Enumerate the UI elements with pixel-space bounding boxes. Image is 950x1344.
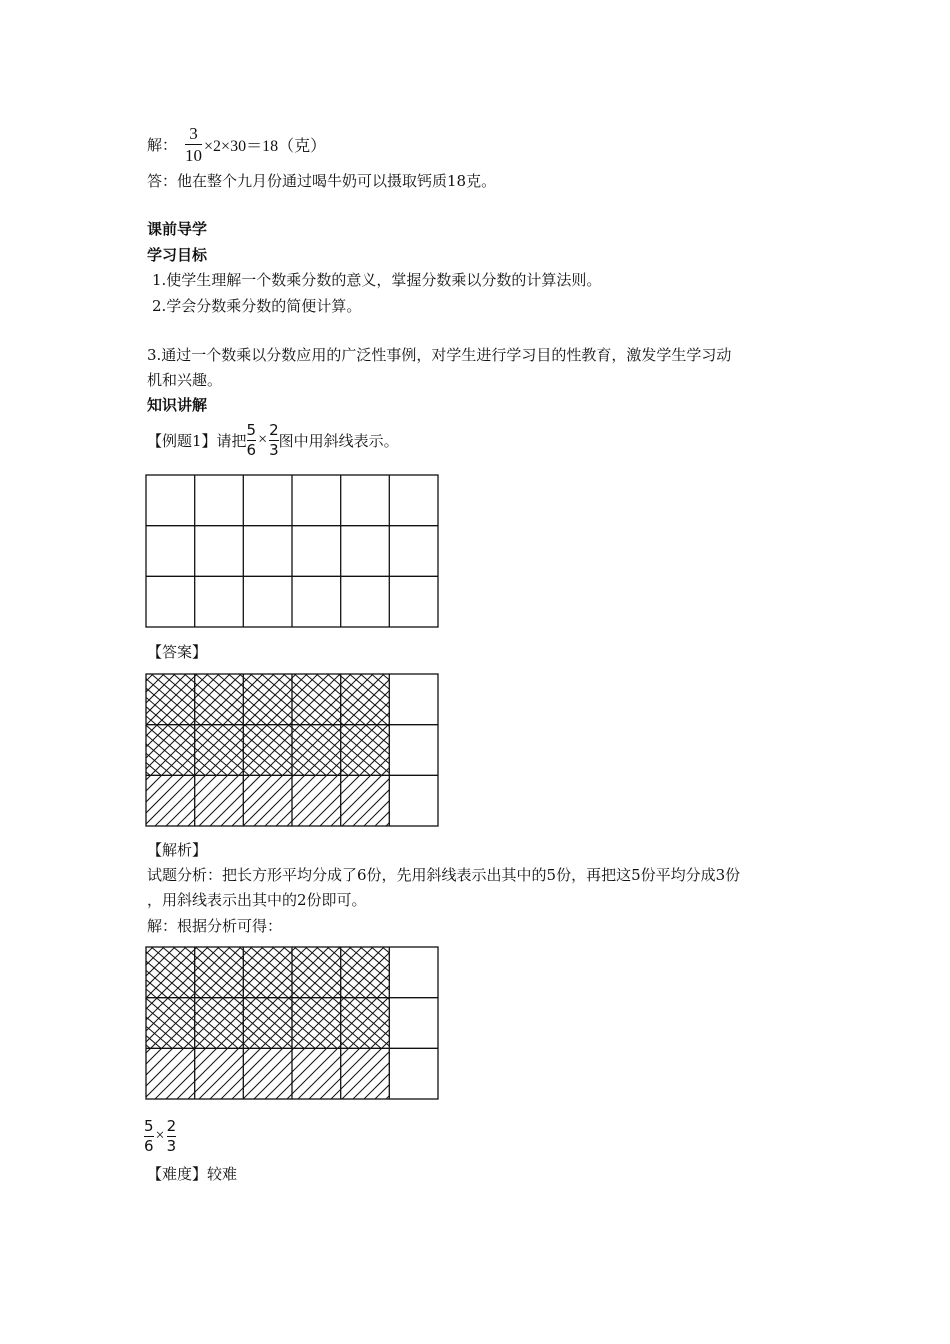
hatch-line — [281, 945, 411, 1055]
hatch-line — [402, 945, 440, 1055]
fraction-numerator: 3 — [189, 123, 198, 143]
answer-grid — [144, 672, 440, 828]
hatch-line — [144, 945, 268, 1055]
hatch-line — [391, 672, 440, 828]
hatch-line — [144, 945, 191, 1055]
hatch-line — [391, 945, 440, 1055]
objective-3-line-1: 3.通过一个数乘以分数应用的广泛性事例，对学生进行学习目的性教育，激发学生学习动 — [147, 346, 732, 364]
hatch-line — [358, 945, 440, 1055]
hatch-line — [259, 672, 419, 828]
solution-expression: ×2×30＝18（克） — [204, 137, 327, 155]
analysis-line-1: 试题分析：把长方形平均分成了6份，先用斜线表示出其中的5份，再把这5份平均分成3份 — [147, 866, 741, 884]
hatch-line — [144, 672, 265, 828]
result-fraction-1 — [144, 1116, 154, 1155]
solve-line: 解：根据分析可得： — [147, 917, 283, 935]
empty-grid — [144, 473, 440, 629]
fraction-numerator: 2 — [166, 1116, 177, 1135]
objective-item: 1.使学生理解一个数乘分数的意义，掌握分数乘以分数的计算法则。 — [152, 271, 602, 289]
result-expression — [144, 1113, 176, 1159]
hatch-line — [144, 672, 268, 782]
hatch-line — [303, 945, 440, 1101]
objectives-title: 学习目标 — [147, 246, 208, 264]
fraction-numerator: 5 — [144, 1116, 154, 1135]
solution-fraction — [185, 125, 202, 164]
result-fraction-2 — [166, 1116, 177, 1155]
hatch-line — [402, 672, 440, 782]
hatch-line — [391, 672, 440, 782]
example-fraction-2 — [269, 420, 279, 459]
solution-grid — [144, 945, 440, 1101]
hatch-line — [292, 672, 440, 828]
hatch-line — [358, 672, 440, 782]
analysis-line-2: ，用斜线表示出其中的2份即可。 — [147, 891, 367, 909]
analysis-label: 【解析】 — [147, 841, 208, 859]
hatch-line — [358, 672, 440, 828]
grid-lines — [146, 475, 438, 627]
hatch-line — [413, 672, 440, 782]
example-prefix: 【例题1】请把 — [147, 431, 247, 450]
hatch-line — [292, 945, 440, 1101]
hatch-line — [270, 672, 430, 828]
hatch-line — [281, 672, 411, 782]
hatch-line — [303, 945, 433, 1055]
knowledge-title: 知识讲解 — [147, 396, 208, 414]
answer-label: 【答案】 — [147, 643, 208, 661]
hatch-line — [402, 672, 440, 828]
fraction-denominator: 3 — [166, 1136, 177, 1155]
example-fraction-1 — [246, 420, 257, 459]
solution-line — [147, 122, 326, 166]
hatch-line — [270, 945, 430, 1101]
hatch-line — [292, 945, 422, 1055]
hatch-line — [144, 945, 199, 1101]
hatch-line — [391, 945, 440, 1101]
hatch-line — [144, 945, 177, 1101]
objective-3-line-2: 机和兴趣。 — [147, 371, 223, 389]
hatch-line — [303, 672, 440, 828]
hatch-line — [144, 672, 199, 828]
hatch-line — [347, 672, 440, 782]
fraction-numerator: 5 — [246, 420, 257, 439]
section-title: 课前导学 — [147, 220, 208, 238]
hatch-line — [413, 945, 440, 1101]
hatch-line — [347, 672, 440, 828]
hatch-line — [144, 672, 191, 782]
difficulty-label: 【难度】 — [147, 1165, 208, 1183]
solution-prefix: 解： — [147, 135, 178, 154]
times-sign: × — [155, 1127, 165, 1144]
fraction-denominator: 6 — [246, 440, 257, 459]
fraction-denominator: 3 — [269, 440, 279, 459]
hatch-line — [369, 672, 440, 828]
difficulty-line — [147, 1163, 237, 1184]
hatch-line — [259, 945, 419, 1101]
hatch-line — [314, 672, 440, 828]
hatch-line — [144, 945, 243, 1101]
times-sign: × — [258, 431, 268, 448]
hatch-line — [413, 672, 440, 828]
hatch-line — [292, 672, 422, 782]
answer-line: 答：他在整个九月份通过喝牛奶可以摄取钙质18克。 — [147, 172, 497, 190]
hatch-line — [347, 945, 440, 1055]
fraction-numerator: 2 — [269, 420, 279, 439]
example-suffix: 图中用斜线表示。 — [278, 431, 399, 450]
hatch-line — [413, 945, 440, 1055]
hatch-line — [358, 945, 440, 1101]
objective-item: 2.学会分数乘分数的简便计算。 — [152, 297, 362, 315]
fraction-denominator: 6 — [144, 1136, 154, 1155]
example-line — [147, 417, 399, 463]
hatch-line — [369, 945, 440, 1101]
hatch-line — [402, 945, 440, 1101]
fraction-denominator: 10 — [185, 145, 203, 165]
difficulty-value: 较难 — [207, 1165, 238, 1183]
hatch-line — [314, 945, 440, 1101]
hatch-line — [144, 945, 265, 1101]
hatch-line — [144, 672, 177, 828]
hatch-line — [281, 672, 440, 828]
hatch-line — [303, 672, 433, 782]
hatch-line — [144, 672, 243, 828]
hatch-line — [281, 945, 440, 1101]
hatch-line — [347, 945, 440, 1101]
